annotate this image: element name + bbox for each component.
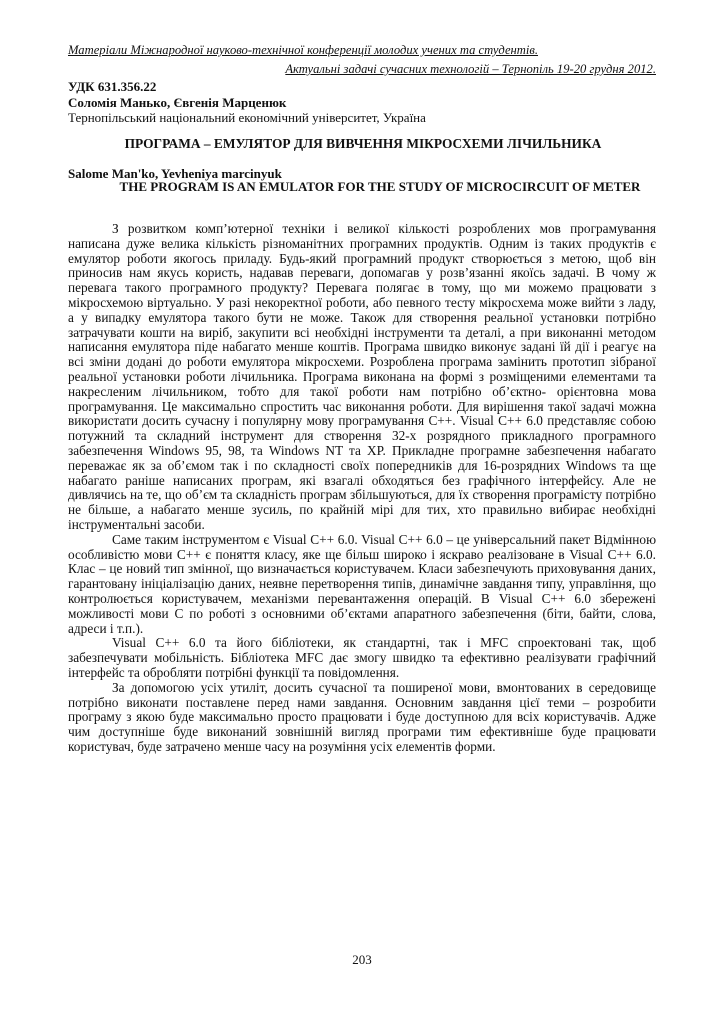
body-paragraph-1: З розвитком комп’ютерної техніки і великої кількості розроблених мов програмування написана дуже велика кількість різноманітних програмних продуктів. Одним із таких продуктів є емулятор роботи якогось приладу. Будь-який програмний продукт створюється з метою, щоб він приносив нам якусь користь, надавав переваги, допомагав у розв’язанні якоїсь задачі. В чому ж перевага такого програмного продукту? Перевага полягає в тому, що ми можемо працювати з мікросхемою віртуально. У разі некоректної роботи, або певного тесту мікросхема може вийти з ладу, а у випадку емулятора такого бути не може. Також для створення реальної установки потрібно затрачувати кошти на виріб, закупити всі необхідні інструменти та деталі, а при виконанні методом написання емулятора піде набагато менше коштів. Програма швидко виконує задані їй дії і реагує на всі зміни додані до роботи емулятора мікросхеми. Розроблена програма замінить прототип зібраної реальної установки роботи лічильника. Програма виконана на формі з розміщеними елементами та накресленим лічильником, тобто для такої роботи нам потрібно об’єктно- орієнтовна мова програмування. Це максимально спростить час виконання роботи. Для вирішення такої задачі можна використати досить сучасну і популярну мову програмування С++. Visual C++ 6.0 представляє собою потужний та складний інструмент для створення 32-х розрядного прикладного програмного забезпечення Windows 95, 98, та Windows NT та XP. Прикладне програмне забезпечення набагато переважає як за об’ємом так і по складності своїх попередників для 16-розрядних Windows та ще набагато раніше написаних програм, які взагалі обходяться без графічного інтерфейсу. Але не дивлячись на те, що об’єм та складність програм збільшуються, для їх створення програмісту потрібно не більше, а набагато менше зусиль, по крайній мірі для тих, хто правильно вибирає необхідні інструментальні засоби. bbox=[68, 221, 656, 532]
title-ukrainian: ПРОГРАМА – ЕМУЛЯТОР ДЛЯ ВИВЧЕННЯ МІКРОСХЕМИ ЛІЧИЛЬНИКА bbox=[124, 136, 602, 151]
title-english: THE PROGRAM IS AN EMULATOR FOR THE STUDY OF MICROCIRCUIT OF METER bbox=[119, 179, 641, 194]
body-paragraph-2: Саме таким інструментом є Visual C++ 6.0. Visual C++ 6.0 – це універсальний пакет Відмінною особливістю мови С++ є поняття класу, яке ще більш широко і яскраво реалізоване в Visual C++ 6.0. Клас – це новий тип змінної, що визначається користувачем. Класи забезпечують приховування даних, гарантовану ініціалізацію даних, неявне перетворення типів, динамічне завдання типу, управління, що контролюється користувачем, механізми перевантаження операцій. В Visual C++ 6.0 збережені можливості мови С по роботі з основними об’єктами апаратного забезпечення (біти, байти, слова, адреси і т.п.). bbox=[68, 531, 656, 636]
page-number: 203 bbox=[352, 952, 372, 967]
running-header-line-1: Матеріали Міжнародної науково-технічної конференції молодих учених та студентів. bbox=[68, 43, 539, 57]
authors-ukrainian: Соломія Манько, Євгенія Марценюк bbox=[68, 95, 287, 110]
body-paragraph-3: Visual C++ 6.0 та його бібліотеки, як стандартні, так і MFC спроектовані так, щоб забезпечувати мобільність. Бібліотека MFC дає змогу швидко та ефективно реалізувати графічний інтерфейс та обробляти потрібні функції та повідомлення. bbox=[68, 635, 656, 680]
affiliation: Тернопільський національний економічний університет, Україна bbox=[68, 110, 426, 125]
authors-english: Salome Man'ko, Yevheniya marcinyuk bbox=[68, 166, 282, 181]
article-body bbox=[68, 222, 656, 755]
body-paragraph-4: За допомогою усіх утиліт, досить сучасної та поширеної мови, вмонтованих в середовище потрібно виконати поставлене перед нами завдання. Основним завдання цієї теми – розробити програму з якою буде максимально просто працювати і буде доступною для всіх користувачів. Адже чим доступніше буде виконаний зовнішній вигляд програми тим ефективніше буде працювати користувач, буде затрачено менше часу на розуміння усіх елементів форми. bbox=[68, 679, 656, 754]
running-header-line-2: Актуальні задачі сучасних технологій – Тернопіль 19-20 грудня 2012. bbox=[285, 62, 656, 76]
udk-code: УДК 631.356.22 bbox=[68, 79, 157, 94]
